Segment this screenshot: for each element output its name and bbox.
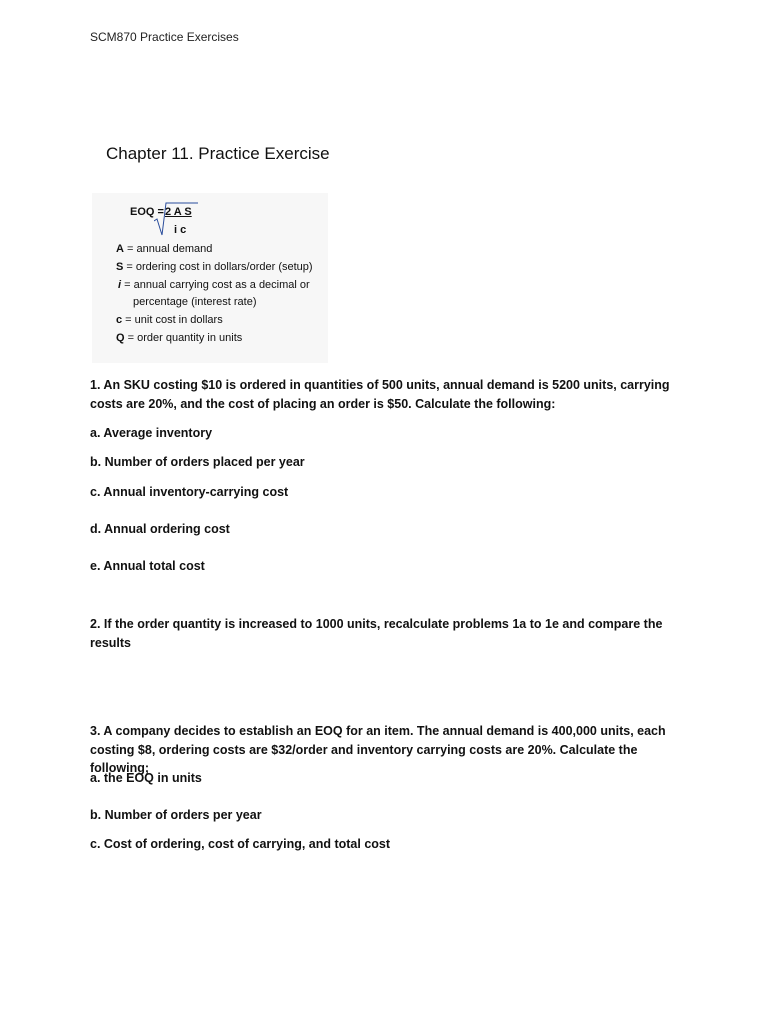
- definition-s: [116, 261, 313, 273]
- definition-q: [116, 332, 242, 344]
- question-3-intro: 3. A company decides to establish an EOQ for an item. The annual demand is 400,000 units, each costing $8, ordering costs are $32/order and inventory carrying costs are 20%. Calculate the following;: [90, 724, 666, 775]
- definition-a: [116, 243, 212, 255]
- question-1c: c. Annual inventory-carrying cost: [90, 485, 289, 499]
- definition-symbol: Q: [116, 332, 125, 344]
- running-header: SCM870 Practice Exercises: [90, 30, 239, 44]
- question-3c: c. Cost of ordering, cost of carrying, and total cost: [90, 837, 391, 851]
- definition-text: = annual demand: [123, 243, 213, 255]
- definition-symbol: S: [116, 261, 124, 273]
- question-1e: e. Annual total cost: [90, 559, 205, 573]
- formula-lhs: EOQ =: [130, 206, 164, 218]
- question-2-intro: 2. If the order quantity is increased to 1000 units, recalculate problems 1a to 1e and compare the results: [90, 617, 663, 650]
- definition-symbol: i: [118, 279, 122, 291]
- definition-i-continued: [133, 296, 257, 308]
- definition-c: [116, 314, 223, 326]
- definition-text: = unit cost in dollars: [122, 314, 223, 326]
- question-3a: a. the EOQ in units: [90, 771, 202, 785]
- question-1d: d. Annual ordering cost: [90, 522, 230, 536]
- question-1a: a. Average inventory: [90, 426, 213, 440]
- question-3b: b. Number of orders per year: [90, 808, 262, 822]
- definition-symbol: A: [116, 243, 124, 255]
- definition-text: percentage (interest rate): [133, 296, 257, 308]
- definition-text: = ordering cost in dollars/order (setup): [123, 261, 313, 273]
- formula-numerator: 2 A S: [165, 206, 192, 218]
- question-1-intro: 1. An SKU costing $10 is ordered in quantities of 500 units, annual demand is 5200 units, carrying costs are 20%, and the cost of placing an order is $50. Calculate the following:: [90, 378, 670, 411]
- eoq-formula-figure: [92, 193, 328, 363]
- definition-symbol: c: [116, 314, 123, 326]
- definition-text: = annual carrying cost as a decimal or: [121, 279, 310, 291]
- page-title: Chapter 11. Practice Exercise: [106, 144, 330, 163]
- definition-i: [118, 279, 310, 291]
- formula-denominator: i c: [174, 224, 187, 236]
- question-1b: b. Number of orders placed per year: [90, 455, 305, 469]
- definition-text: = order quantity in units: [124, 332, 243, 344]
